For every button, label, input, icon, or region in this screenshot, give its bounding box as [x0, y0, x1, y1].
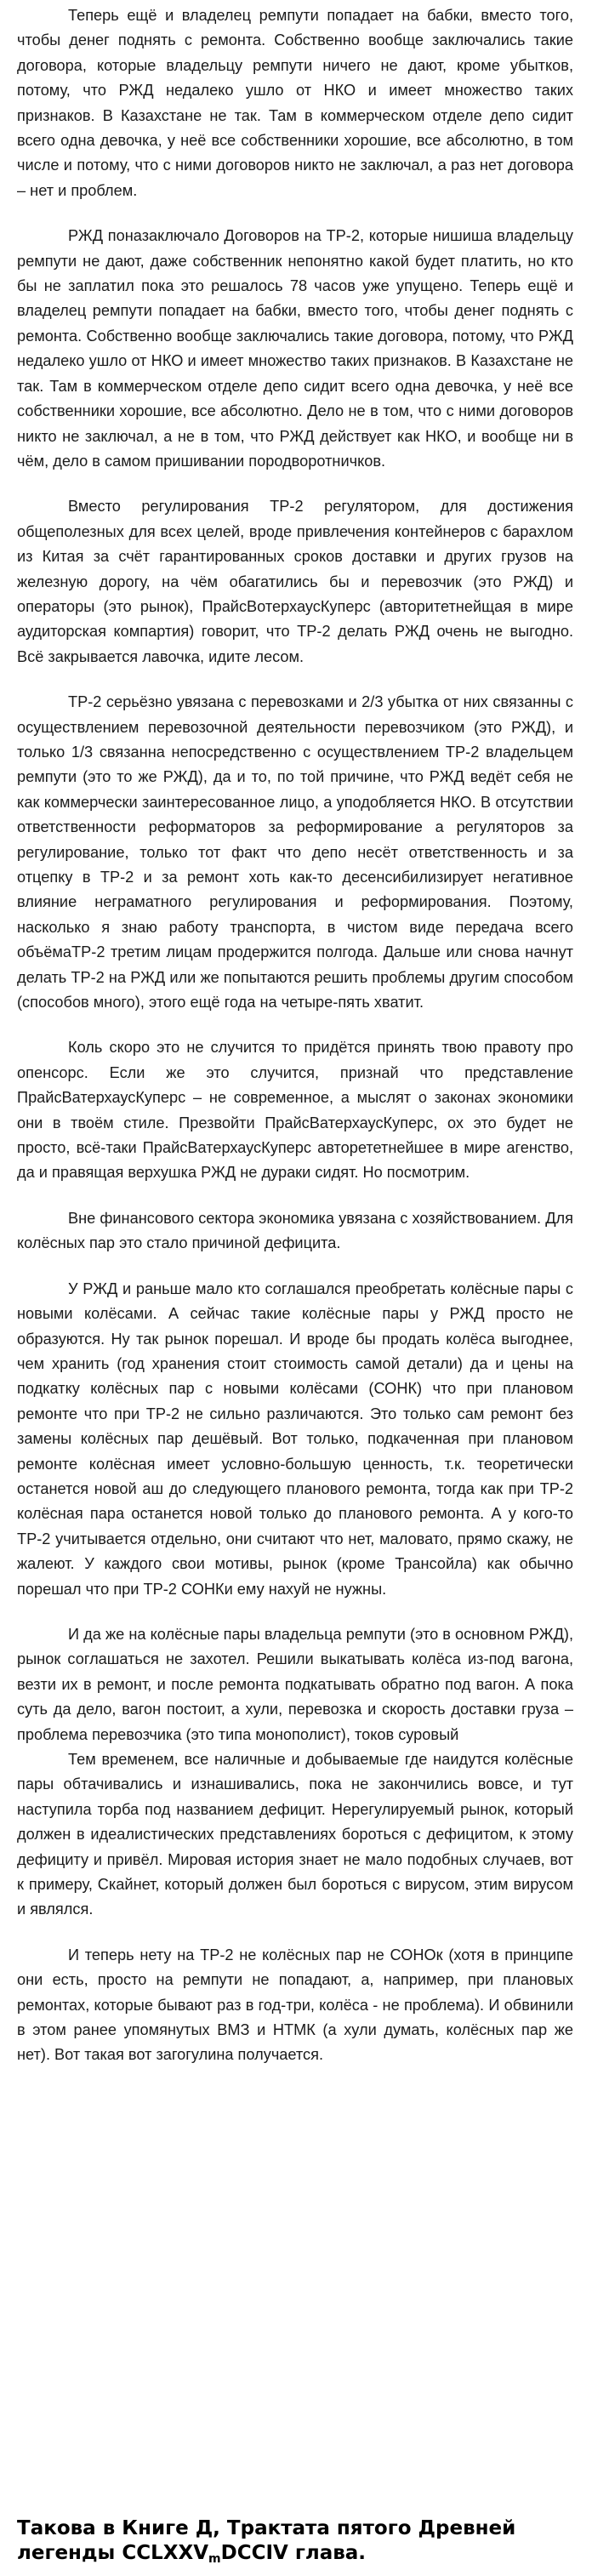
paragraph-3: Вместо регулирования ТР-2 регулятором, для достижения общеполезных для всех целей, вроде привлечения контейнеров с барахлом из Китая за счёт гарантированных сроков доставки и других грузов на железную дорогу, на чём обагатились бы и перевозчик (это РЖД) и операторы (это рынок), ПрайсВотерхаусКуперс (авторитетнейщая в мире аудиторская компартия) говорит, что ТР-2 делать РЖД очень не выгодно. Всё закрывается лавочка, идите лесом.	[17, 498, 573, 665]
paragraph-7: У РЖД и раньше мало кто соглашался преобретать колёсные пары с новыми колёсами. А сейчас такие колёсные пары у РЖД просто не образуются. Ну так рынок порешал. И вроде бы продать колёса выгоднее, чем хранить (год хранения стоит стоимость самой детали) да и цены на подкатку колёсных пар с новыми колёсами (СОНК) что при плановом ремонте что при ТР-2 не сильно различаются. Это только сам ремонт без замены колёсных пар дешёвый. Вот только, подкаченная при плановом ремонте колёсная имеет условно-большую ценность, т.к. теоретически останется новой аш до следующего планового ремонта, тогда как при ТР-2 колёсная пара останется новой только до планового ремонта. А у кого-то ТР-2 учитывается отдельно, они считают что нет, маловато, прямо скажу, не жалеют. У каждого свои мотивы, рынок (кроме Трансойла) как обычно порешал что при ТР-2 СОНКи ему нахуй не нужны.	[17, 1279, 573, 1598]
paragraph-2: РЖД поназаключало Договоров на ТР-2, которые нишиша владельцу ремпути не дают, даже собственник непонятно какой будет платить, но кто бы не заплатил пока это решалось 78 часов уже упущено. Теперь ещё и владелец ремпути попадает на бабки, вместо того, чтобы денег поднять с ремонта. Собственно вообще заключались такие договора, потому, что РЖД недалеко ушло от НКО и имеет множество таких признаков. В Казахстане не так. Там в коммерческом отделе депо сидит всего одна девочка, у неё все собственники хорошие, все абсолютно. Дело не в том, что с ними договоров никто не заключал, а не в том, что РЖД действует как НКО, и вообще ни в чём, дело в самом пришивании породворотничков.	[17, 227, 573, 470]
paragraph-1: Теперь ещё и владелец ремпути попадает на бабки, вместо того, чтобы денег поднять с ремонта. Собственно вообще заключались такие договора, которые владельцу ремпути ничего не дают, кроме убытков, потому, что РЖД недалеко ушло от НКО и имеет множество таких признаков. В Казахстане не так. Там в коммерческом отделе депо сидит всего одна девочка, у неё все собственники хорошие, все абсолютно, в том числе и потому, что с ними договоров никто не заключал, а раз нет договора – нет и проблем.	[17, 7, 573, 199]
caption-subscript: m	[208, 2552, 221, 2566]
caption-text-after: DCCIV глава.	[220, 2542, 367, 2564]
caption-text-before: Такова в Книге Д, Трактата пятого Древней легенды CCLXXV	[17, 2517, 516, 2564]
paragraph-6: Вне финансового сектора экономика увязана с хозяйствованием. Для колёсных пар это стало причиной дефицита.	[17, 1209, 573, 1252]
paragraph-4: ТР-2 серьёзно увязана с перевозками и 2/3 убытка от них связанны с осуществлением перевозочной деятельности перевозчиком (это РЖД), и только 1/3 связанна непосредственно с осуществлением ТР-2 владельцем ремпути (это то же РЖД), да и то, по той причине, что РЖД ведёт себя не как коммерчески заинтересованное лицо, а уподобляется НКО. В отсутствии ответственности реформаторов за реформирование а регуляторов за регулирование, только тот факт что депо несёт ответственность и за отцепку в ТР-2 и за ремонт хоть как-то десенсибилизирует негативное влияние неграматного регулирования и реформирования. Поэтому, насколько я знаю работу транспорта, в чистом виде передача всего объёмаТР-2 третим лицам продержится полгода. Дальше или снова начнут делать ТР-2 на РЖД или же попытаются решить проблемы другим способом (способов много), этого ещё года на четыре-пять хватит.	[17, 693, 573, 1012]
paragraph-10: И теперь нету на ТР-2 не колёсных пар не СОНОк (хотя в принципе они есть, просто на ремпути не попадают, а, например, при плановых ремонтах, которые бывают раз в год-три, колёса - не проблема). И обвинили в этом ранее упомянутых ВМЗ и НТМК (а хули думать, колёсных пар же нет). Вот такая вот загогулина получается.	[17, 1946, 573, 2064]
paragraph-5: Коль скоро это не случится то придётся принять твою правоту про опенсорс. Если же это случится, признай что представление ПрайсВатерхаусКуперс – не современное, а мыслят о законах экономики они в твоём стиле. Презвойти ПрайсВатерхаусКуперс, ох это будет не просто, всё-таки ПрайсВатерхаусКуперс авторететнейшее в мире агенство, да и правящая верхушка РЖД не дураки сидят. Но посмотрим.	[17, 1039, 573, 1182]
paragraph-8: И да же на колёсные пары владельца ремпути (это в основном РЖД), рынок соглашаться не захотел. Решили выкатывать колёса из-под вагона, везти их в ремонт, и после ремонта подкатывать обратно под вагон. А пока суть да дело, вагон постоит, а хули, перевозка и скорость доставки груза – проблема перевозчика (это типа монополист), токов суровый	[17, 1625, 573, 1743]
article-body	[17, 3, 573, 2068]
paragraph-9: Тем временем, все наличные и добываемые где наидутся колёсные пары обтачивались и изнашивались, пока не закончились вовсе, и тут наступила торба под названием дефицит. Нерегулируемый рынок, который должен в идеалистических представлениях бороться с дефицитом, к этому дефициту и привёл. Мировая история знает не мало подобных случаев, вот к примеру, Скайнет, который должен был бороться с вирусом, этим вирусом и являлся.	[17, 1751, 573, 1918]
chapter-caption	[17, 2516, 575, 2566]
